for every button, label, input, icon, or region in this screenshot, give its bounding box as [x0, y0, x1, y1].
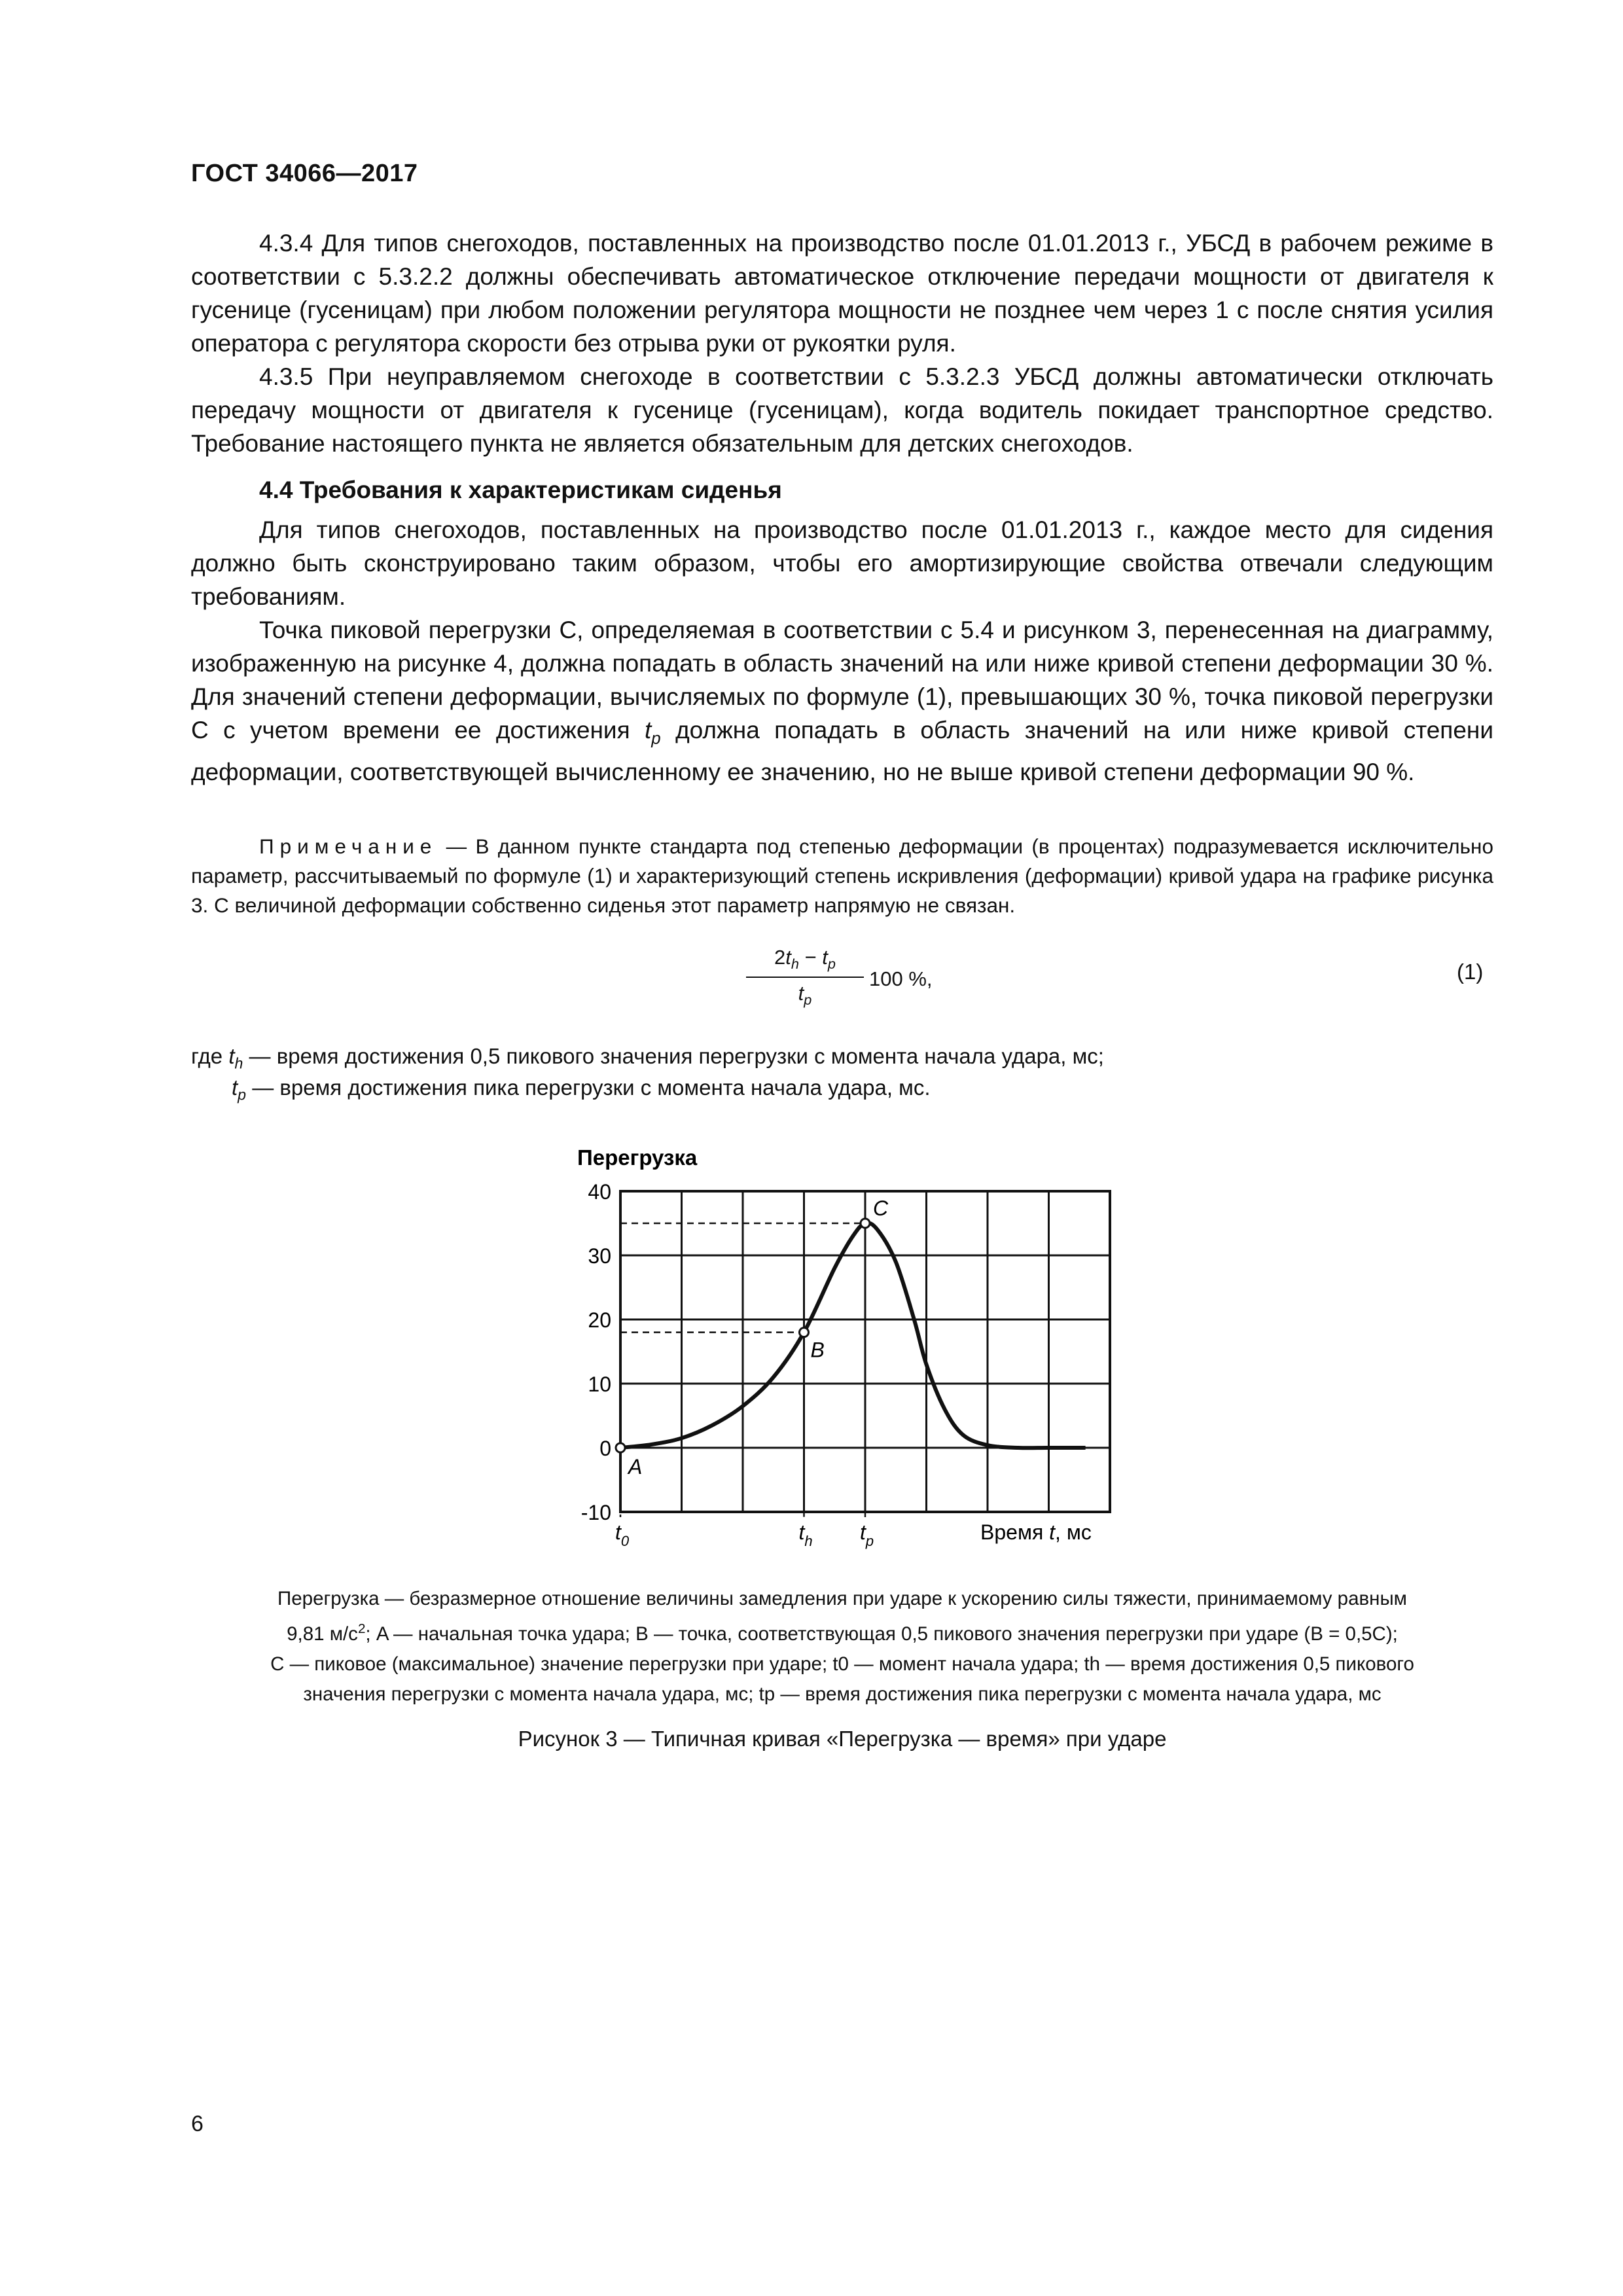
curve-points: [616, 1196, 889, 1479]
x-marker-tp: $t_p$: [860, 1520, 874, 1549]
legend-line-4: значения перегрузки с момента начала удара, мс; tp — время достижения пика перегрузки с момента начала удара, мс: [303, 1683, 1382, 1705]
note-text: — В данном пункте стандарта под степенью деформации (в процентах) подразумевается исключительно параметр, рассчитываемый по формуле (1) и характеризующий степень искривления (деформации) кривой удара на графике рисунка 3. С величиной деформации собственно сиденья этот параметр напрямую не связан.: [191, 834, 1493, 917]
y-tick-label: 0: [599, 1437, 611, 1460]
x-marker-t0: $t_0$: [615, 1520, 630, 1549]
formula-denominator: $t_p$: [798, 982, 812, 1009]
x-markers: [615, 1520, 874, 1549]
point-C: [861, 1219, 870, 1228]
paragraph-4-4-a: Для типов снегоходов, поставленных на производство после 01.01.2013 г., каждое место для сидения должно быть сконструировано таким образом, чтобы его амортизирующие свойства отвечали следующим требованиям.: [191, 516, 1493, 610]
document-header: ГОСТ 34066—2017: [191, 160, 418, 187]
where-tp: $t_p$ — время достижения пика перегрузки с момента начала удара, мс.: [232, 1075, 931, 1103]
page-number: 6: [191, 2111, 204, 2136]
point-A: [616, 1443, 625, 1452]
clause-4-3-4: [191, 226, 1493, 460]
x-marker-th: $t_h$: [798, 1520, 813, 1549]
point-B: [800, 1328, 809, 1337]
legend-line-3: C — пиковое (максимальное) значение перегрузки при ударе; t0 — момент начала удара; th — время достижения 0,5 пикового: [270, 1653, 1414, 1675]
paragraph-4-4-b-part1: Точка пиковой перегрузки С, определяемая в соответствии с 5.4 и рисунком 3, перенесенная на диаграмму, изображенную на рисунке 4, должна попадать в область значений на или ниже кривой степени деформации 30 %. Для значений степени деформации, вычисляемых по формуле (1), превышающих 30 %, точка пиковой перегрузки С с учетом времени ее достижения: [191, 617, 1493, 744]
legend-line-1: Перегрузка — безразмерное отношение величины замедления при ударе к ускорению силы тяжести, принимаемому равным: [277, 1588, 1407, 1609]
paragraph-4-4-b: [191, 613, 1493, 789]
legend-line-2: 9,81 $м/с^2$; A — начальная точка удара; B — точка, соответствующая 0,5 пикового значения перегрузки при ударе (B = 0,5C);: [287, 1621, 1398, 1645]
y-tick-label: 10: [588, 1372, 611, 1396]
formula-fraction: [746, 946, 864, 1009]
y-tick-label: -10: [580, 1501, 611, 1524]
y-axis-label: Перегрузка: [577, 1145, 698, 1170]
figure-title: Рисунок 3 — Типичная кривая «Перегрузка — время» при ударе: [518, 1727, 1167, 1751]
formula-suffix: 100 %,: [869, 967, 933, 990]
point-label-C: C: [873, 1196, 889, 1220]
y-tick-label: 30: [588, 1244, 611, 1268]
point-label-A: A: [628, 1455, 643, 1479]
formula-number: (1): [1457, 960, 1484, 984]
x-axis-label: Время t, мс: [980, 1520, 1092, 1544]
y-tick-labels: [581, 1180, 611, 1524]
y-tick-label: 40: [588, 1180, 611, 1204]
tp-symbol: $t_p$: [645, 717, 661, 748]
paragraph-4-3-4: 4.3.4 Для типов снегоходов, поставленных на производство после 01.01.2013 г., УБСД в рабочем режиме в соответствии с 5.3.2.2 должны обеспечивать автоматическое отключение передачи мощности от двигателя к гусенице (гусеницам) при любом положении регулятора мощности не позднее чем через 1 с после снятия усилия оператора с регулятора скорости без отрыва руки от рукоятки руля.: [191, 230, 1493, 357]
paragraph-4-3-5: 4.3.5 При неуправляемом снегоходе в соответствии с 5.3.2.3 УБСД должны автоматически отключать передачу мощности от двигателя к гусенице (гусеницам), когда водитель покидает транспортное средство. Требование настоящего пункта не является обязательным для детских снегоходов.: [191, 363, 1493, 457]
section-title-4-4: 4.4 Требования к характеристикам сиденья: [259, 476, 782, 503]
where-th: где $t_h$ — время достижения 0,5 пикового значения перегрузки с момента начала удара, мс;: [191, 1044, 1104, 1072]
overload-time-chart: [563, 1139, 1126, 1571]
y-tick-label: 20: [588, 1308, 611, 1332]
point-label-B: B: [810, 1338, 825, 1362]
note-label: Примечание: [259, 834, 438, 858]
overload-curve: [620, 1223, 1086, 1448]
note-block: [191, 832, 1493, 920]
paragraph-4-4-b-part2: должна попадать в область значений на или ниже кривой степени деформации, соответствующей вычисленному ее значению, но не выше кривой степени деформации 90 %.: [191, 717, 1494, 786]
clause-4-4-body: [191, 513, 1493, 789]
figure-legend: [191, 1584, 1493, 1710]
formula-numerator: $2t_h - t_p$: [746, 946, 864, 978]
